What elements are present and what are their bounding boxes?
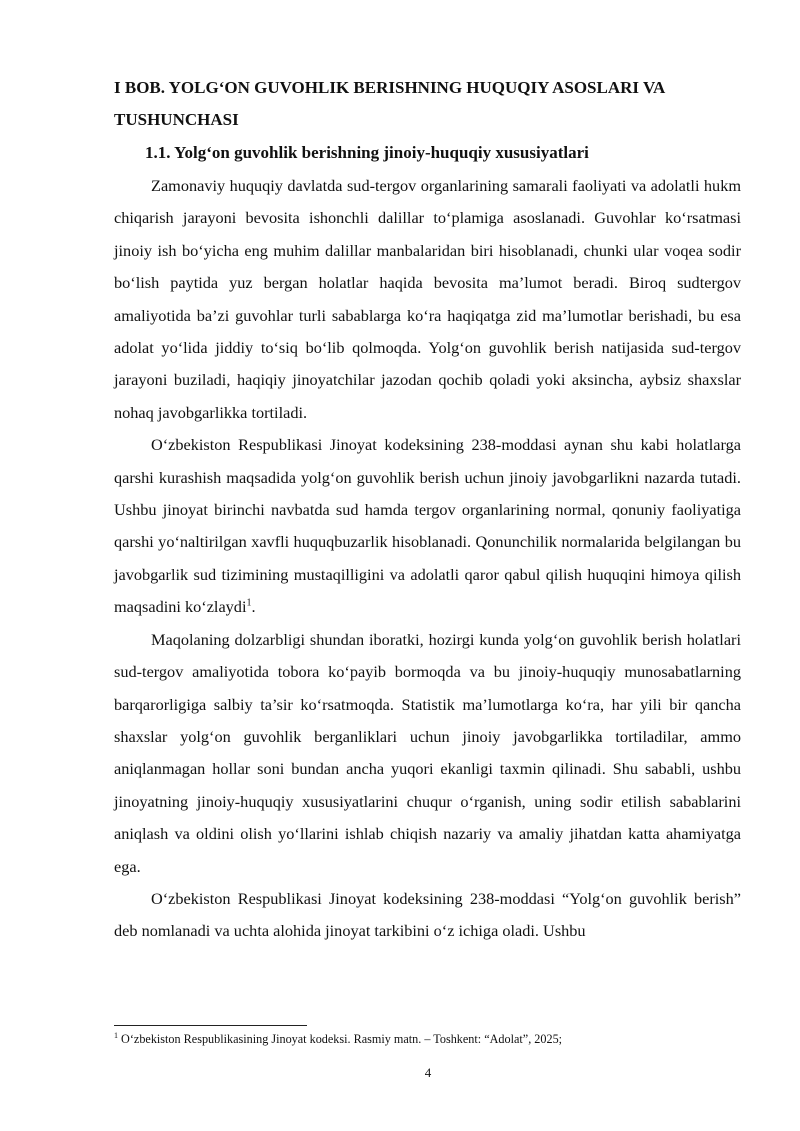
paragraph-2	[114, 429, 741, 623]
footnote	[114, 1031, 744, 1047]
paragraph-3: Maqolaning dolzarbligi shundan iboratki, hozirgi kunda yolg‘on guvohlik berish holatlari sud-tergov amaliyotida tobora ko‘payib bormoqda va bu jinoiy-huquqiy munosabatlarning barqarorligiga salbiy ta’sir ko‘rsatmoqda. Statistik ma’lumotlarga ko‘ra, har yili bir qancha shaxslar yolg‘on guvohlik berganliklari uchun jinoiy javobgarlikka tortiladilar, ammo aniqlanmagan hollar soni bundan ancha yuqori ekanligi taxmin qilinadi. Shu sababli, ushbu jinoyatning jinoiy-huquqiy xususiyatlarini chuqur o‘rganish, uning sodir etilish sabablarini aniqlash va oldini olish yo‘llarini ishlab chiqish nazariy va amaliy jihatdan katta ahamiyatga ega.	[114, 629, 741, 876]
paragraph-1: Zamonaviy huquqiy davlatda sud-tergov organlarining samarali faoliyati va adolatli hukm chiqarish jarayoni bevosita ishonchli dalillar to‘plamiga asoslanadi. Guvohlar ko‘rsatmasi jinoiy ish bo‘yicha eng muhim dalillar manbalaridan biri hisoblanadi, chunki ular voqea sodir bo‘lish paytida yuz bergan holatlar haqida bevosita ma’lumot beradi. Biroq sudtergov amaliyotida ba’zi guvohlar turli sabablarga ko‘ra haqiqatga zid ma’lumotlar berishadi, bu esa adolat yo‘lida jiddiy to‘siq bo‘lib qolmoqda. Yolg‘on guvohlik berish natijasida sud-tergov jarayoni buziladi, haqiqiy jinoyatchilar jazodan qochib qoladi yoki aksincha, aybsiz shaxslar nohaq javobgarlikka tortiladi.	[114, 176, 741, 422]
paragraph-4: O‘zbekiston Respublikasi Jinoyat kodeksining 238-moddasi “Yolg‘on guvohlik berish” deb nomlanadi va uchta alohida jinoyat tarkibini o‘z ichiga oladi. Ushbu	[114, 888, 741, 941]
footnote-reference[interactable]: 1	[246, 597, 252, 609]
footnote-divider	[114, 1025, 307, 1026]
chapter-heading: I BOB. YOLG‘ON GUVOHLIK BERISHNING HUQUQIY ASOSLARI VA TUSHUNCHASI	[114, 78, 665, 129]
section-heading: 1.1. Yolg‘on guvohlik berishning jinoiy-huquqiy xususiyatlari	[145, 143, 589, 162]
body-text	[114, 170, 741, 948]
footnote-number: 1	[114, 1030, 118, 1040]
footnote-text: O‘zbekiston Respublikasining Jinoyat kodeksi. Rasmiy matn. – Toshkent: “Adolat”, 2025;	[121, 1032, 563, 1046]
paragraph-2-end: .	[251, 597, 256, 617]
paragraph-2-text: O‘zbekiston Respublikasi Jinoyat kodeksining 238-moddasi aynan shu kabi holatlarga qarshi kurashish maqsadida yolg‘on guvohlik berish uchun jinoiy javobgarlikni nazarda tutadi. Ushbu jinoyat birinchi navbatda sud hamda tergov organlarining normal, qonuniy faoliyatiga qarshi yo‘naltirilgan xavfli huquqbuzarlik hisoblanadi. Qonunchilik normalarida belgilangan bu javobgarlik sud tizimining mustaqilligini va adolatli qaror qabul qilish huquqini himoya qilish maqsadini ko‘zlaydi	[114, 435, 741, 617]
page-number: 4	[424, 1065, 432, 1080]
